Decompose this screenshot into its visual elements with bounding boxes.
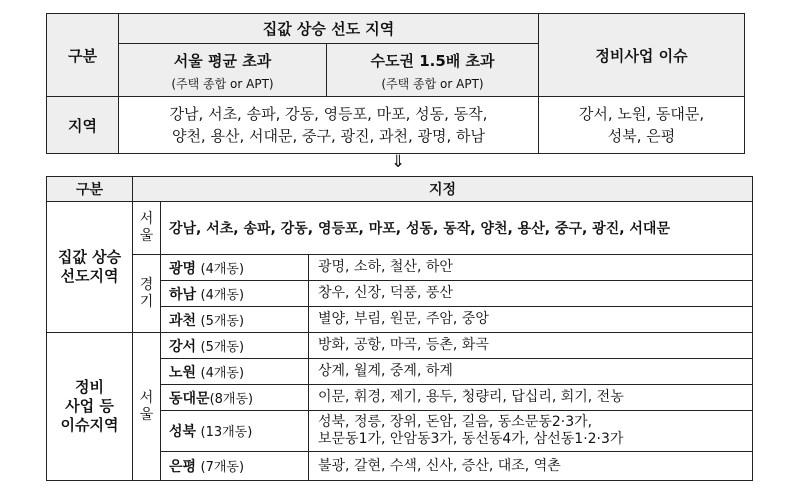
redevelopment-area-line: 사업 등: [65, 397, 114, 415]
seoul-average-note: (주택 종합 or APT): [171, 77, 274, 91]
city-cell: [161, 255, 309, 281]
redevelopment-area-line: 이슈지역: [60, 416, 119, 434]
designation-column-header: 지정: [133, 177, 753, 202]
dong-list: 방화, 공항, 마곡, 등촌, 화곡: [309, 333, 753, 359]
seoul-label-char: 울: [139, 228, 154, 244]
seoul-label: [133, 202, 161, 255]
dong-list-line: 보문동1가, 안암동3가, 동선동4가, 삼선동1·2·3가: [318, 431, 624, 447]
dong-list: 창우, 신장, 덕풍, 풍산: [309, 281, 753, 307]
dong-count: (5개동): [200, 339, 245, 355]
redevelopment-area-line: 정비: [75, 378, 104, 396]
metro-note: (주택 종합 or APT): [381, 77, 484, 91]
district-cell: [161, 452, 309, 481]
district-cell: [161, 333, 309, 359]
price-rise-area-line: 선도지역: [60, 267, 119, 285]
district-name: 성북: [169, 424, 197, 440]
dong-list: 이문, 휘경, 제기, 용두, 청량리, 답십리, 회기, 전농: [309, 385, 753, 411]
redevelopment-area-label: [47, 333, 133, 481]
price-rise-regions-line: 양천, 용산, 서대문, 중구, 광진, 과천, 광명, 하남: [171, 127, 486, 145]
category-header: 구분: [47, 14, 119, 97]
price-rise-area-label: [47, 202, 133, 333]
dong-count: (4개동): [200, 261, 245, 277]
city-name: 광명: [169, 260, 197, 277]
seoul-label: [133, 333, 161, 481]
dong-count: (13개동): [200, 425, 253, 440]
gyeonggi-label: [133, 255, 161, 333]
district-cell: [161, 359, 309, 385]
price-rise-area-line: 집값 상승: [57, 248, 122, 266]
district-cell: [161, 411, 309, 452]
price-rise-regions: [119, 97, 539, 154]
gyeonggi-label-char: 경: [139, 276, 154, 293]
gyeonggi-label-char: 기: [139, 293, 154, 310]
dong-list-line: 성북, 정릉, 장위, 돈암, 길음, 동소문동2·3가,: [318, 414, 593, 430]
seoul-label-char: 서: [139, 389, 154, 406]
down-arrow-icon: ⇓: [390, 152, 406, 172]
dong-list: 상계, 월계, 중계, 하계: [309, 359, 753, 385]
metro-criterion: [327, 44, 539, 97]
city-name: 과천: [169, 312, 197, 329]
city-cell: [161, 307, 309, 333]
price-rise-header: 집값 상승 선도 지역: [119, 14, 539, 44]
criteria-table: [46, 13, 745, 154]
seoul-average-title: 서울 평균 초과: [173, 52, 272, 70]
redevelopment-regions-line: 강서, 노원, 동대문,: [578, 105, 705, 123]
category-column-header: 구분: [47, 177, 133, 202]
city-name: 하남: [169, 286, 197, 303]
region-label: 지역: [47, 97, 119, 154]
metro-title: 수도권 1.5배 초과: [370, 52, 495, 70]
redevelopment-regions-line: 성북, 은평: [607, 127, 676, 145]
dong-list: 별양, 부림, 원문, 주암, 중앙: [309, 307, 753, 333]
district-name: 은평: [169, 459, 197, 475]
district-name: 강서: [169, 338, 197, 355]
dong-count: (8개동): [209, 391, 254, 407]
city-cell: [161, 281, 309, 307]
seoul-label-char: 울: [139, 406, 154, 423]
dong-list: 광명, 소하, 철산, 하안: [309, 255, 753, 281]
seoul-designated-list: 강남, 서초, 송파, 강동, 영등포, 마포, 성동, 동작, 양천, 용산, 중구, 광진, 서대문: [161, 202, 753, 255]
designation-table: [46, 176, 753, 481]
district-name: 노원: [169, 364, 197, 381]
district-name: 동대문: [169, 390, 210, 407]
price-rise-regions-line: 강남, 서초, 송파, 강동, 영등포, 마포, 성동, 동작,: [169, 105, 488, 123]
dong-count: (7개동): [200, 460, 245, 475]
dong-count: (4개동): [200, 365, 245, 381]
district-cell: [161, 385, 309, 411]
dong-list: [309, 411, 753, 452]
dong-count: (5개동): [200, 313, 245, 329]
redevelopment-header: 정비사업 이슈: [539, 14, 745, 97]
seoul-label-char: 서: [139, 211, 154, 227]
dong-count: (4개동): [200, 287, 245, 303]
seoul-average-criterion: [119, 44, 327, 97]
redevelopment-regions: [539, 97, 745, 154]
dong-list: 불광, 갈현, 수색, 신사, 증산, 대조, 역촌: [309, 452, 753, 481]
